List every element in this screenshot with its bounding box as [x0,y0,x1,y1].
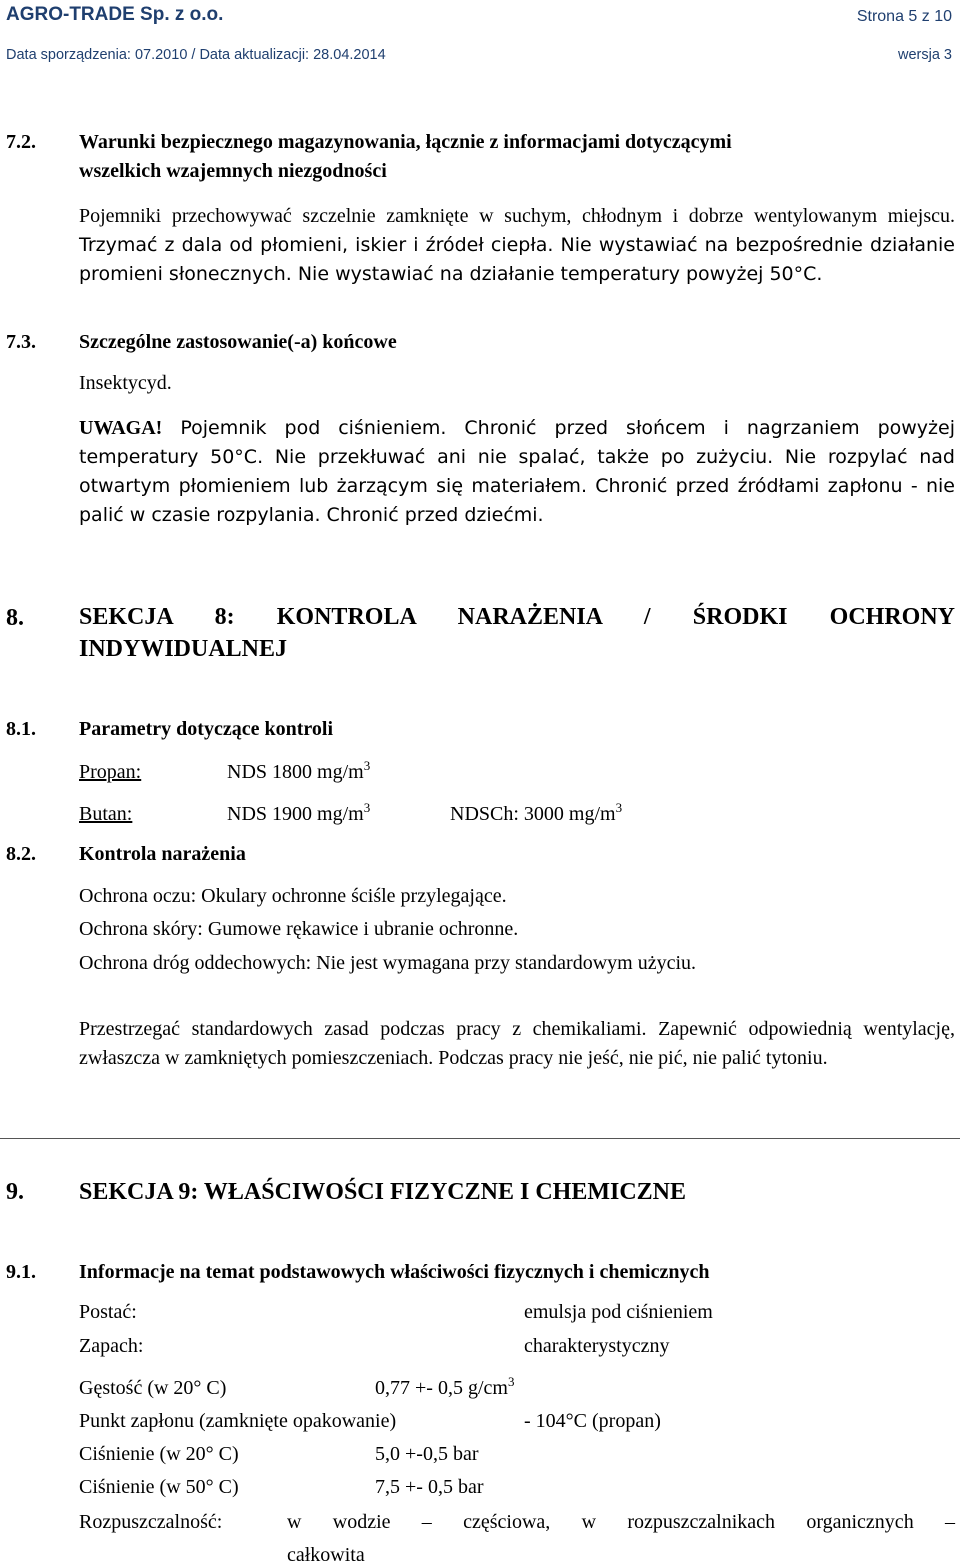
skin-protection: Ochrona skóry: Gumowe rękawice i ubranie ochronne. [79,918,519,940]
section-title: wszelkich wzajemnych niezgodności [79,160,387,182]
pressure-20-label: Ciśnienie (w 20° C) [79,1443,239,1465]
section-number: 7.2. [6,131,36,153]
form-label: Postać: [79,1301,137,1323]
document-version: wersja 3 [898,47,952,63]
pressure-50-label: Ciśnienie (w 50° C) [79,1476,239,1498]
pressure-20-value: 5,0 +-0,5 bar [375,1443,479,1465]
section-title: SEKCJA 8: KONTROLA NARAŻENIA / ŚRODKI OCHRONY [79,604,955,630]
form-value: emulsja pod ciśnieniem [524,1301,713,1323]
storage-text: Pojemniki przechowywać szczelnie zamknięte w suchym, chłodnym i dobrze wentylowanym miejscu. Trzymać z dala od płomieni, iskier i źródeł ciepła. Nie wystawiać na bezpośrednie działanie promieni słonecznych. Nie wystawiać na działanie temperatury powyżej 50°C. [79,205,955,285]
section-title: SEKCJA 9: WŁAŚCIWOŚCI FIZYCZNE I CHEMICZNE [79,1179,687,1205]
respiratory-protection: Ochrona dróg oddechowych: Nie jest wymagana przy standardowym użyciu. [79,952,697,974]
end-use: Insektycyd. [79,372,172,394]
butan-label: Butan: [79,803,133,825]
company-name: AGRO-TRADE Sp. z o.o. [6,4,224,25]
section-number: 8.2. [6,843,36,865]
section-title: Warunki bezpiecznego magazynowania, łącznie z informacjami dotyczącymi [79,131,732,153]
section-number: 9. [6,1179,24,1205]
butan-ndsch: NDSCh: 3000 $mg/m^3$ [450,800,623,825]
section-title: Szczególne zastosowanie(-a) końcowe [79,331,397,353]
butan-value: NDS 1900 $mg/m^3$ [227,800,371,825]
flash-point-label: Punkt zapłonu (zamknięte opakowanie) [79,1410,397,1432]
eye-protection: Ochrona oczu: Okulary ochronne ściśle przylegające. [79,885,507,907]
document-dates: Data sporządzenia: 07.2010 / Data aktualizacji: 28.04.2014 [6,47,386,63]
solubility-label: Rozpuszczalność: [79,1511,223,1533]
odor-label: Zapach: [79,1335,144,1357]
section-number: 7.3. [6,331,36,353]
section-title: INDYWIDUALNEJ [79,636,288,662]
section-number: 8. [6,605,24,631]
solubility-value-cont: całkowita [287,1544,365,1566]
propan-value: NDS 1800 $mg/m^3$ [227,758,371,783]
density-value: 0,77 +- 0,5 $g/cm^3$ [375,1374,515,1399]
solubility-value: w wodzie – częściowa, w rozpuszczalnikach organicznych – [287,1511,955,1533]
section-title: Parametry dotyczące kontroli [79,718,333,740]
odor-value: charakterystyczny [524,1335,670,1357]
flash-point-value: - 104°C (propan) [524,1410,661,1432]
section-number: 9.1. [6,1261,36,1283]
section-title: Informacje na temat podstawowych właściwości fizycznych i chemicznych [79,1261,710,1283]
warning-text: UWAGA! Pojemnik pod ciśnieniem. Chronić przed słońcem i nagrzaniem powyżej temperatury 50°C. Nie przekłuwać ani nie spalać, także po zużyciu. Nie rozpylać nad otwartym płomieniem lub żarzącym się materiałem. Chronić przed źródłami zapłonu - nie palić w czasie rozpylania. Chronić przed dziećmi. [79,417,955,526]
density-label: Gęstość (w 20° C) [79,1377,227,1399]
general-measures: Przestrzegać standardowych zasad podczas pracy z chemikaliami. Zapewnić odpowiednią wentylację, zwłaszcza w zamkniętych pomieszczeniach. Podczas pracy nie jeść, nie pić, nie palić tytoniu. [79,1018,955,1069]
propan-label: Propan: [79,761,142,783]
page-number: Strona 5 z 10 [856,8,952,25]
section-divider [0,1138,960,1139]
section-title: Kontrola narażenia [79,843,246,865]
pressure-50-value: 7,5 +- 0,5 bar [375,1476,484,1498]
section-number: 8.1. [6,718,36,740]
